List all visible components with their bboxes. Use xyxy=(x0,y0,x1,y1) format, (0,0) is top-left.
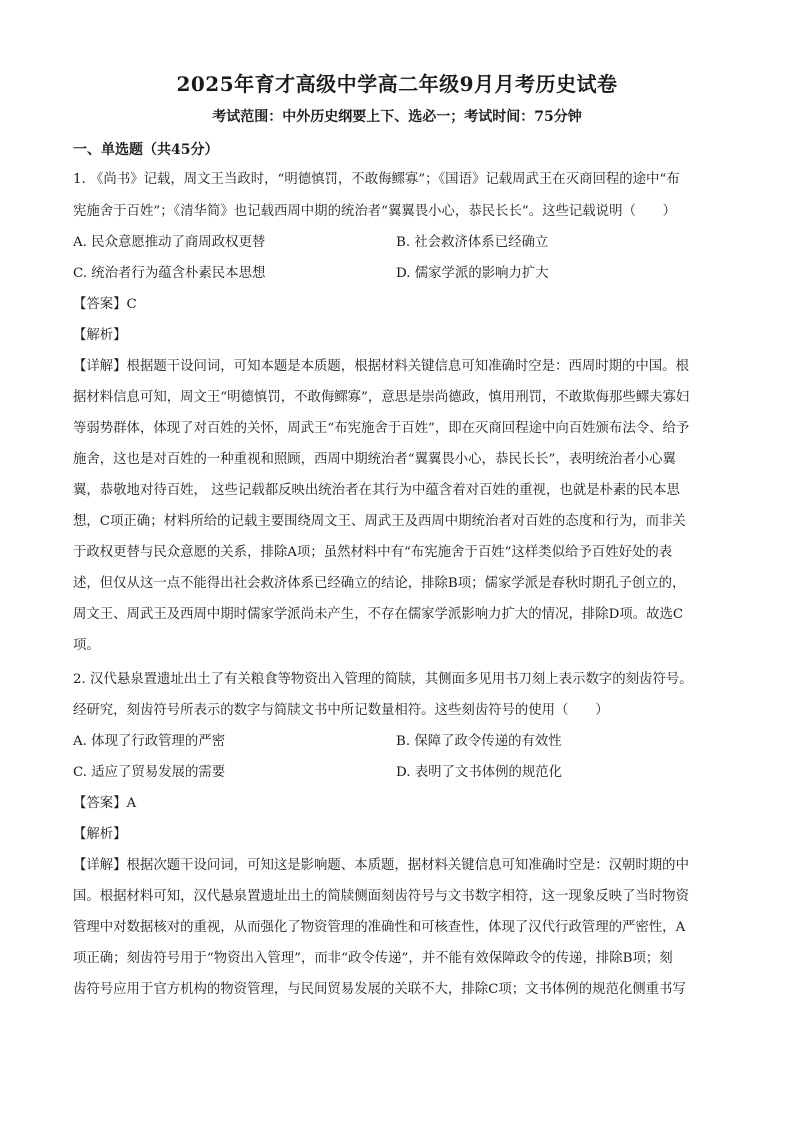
q1-detail-line: 周文王、周武王及西周中期时儒家学派尚未产生，不存在儒家学派影响力扩大的情况，排除D项。故选C xyxy=(73,607,684,622)
q2-answer: 【答案】A xyxy=(73,796,137,811)
q1-option-b: B. 社会救济体系已经确立 xyxy=(396,235,549,250)
q1-detail-line: 于政权更替与民众意愿的关系，排除A项；虽然材料中有“布宪施舍于百姓”这样类似给予百姓好处的表 xyxy=(73,545,673,560)
q1-option-c: C. 统治者行为蕴含朴素民本思想 xyxy=(73,266,266,281)
q2-detail-line: 齿符号应用于官方机构的物资管理，与民间贸易发展的关联不大，排除C项；文书体例的规范化侧重书写 xyxy=(73,982,686,997)
q2-option-d: D. 表明了文书体例的规范化 xyxy=(396,765,563,780)
q1-detail-line: 【详解】根据题干设问词，可知本题是本质题，根据材料关键信息可知准确时空是：西周时期的中国。根 xyxy=(73,359,689,374)
q1-option-d: D. 儒家学派的影响力扩大 xyxy=(396,266,549,281)
q1-detail-line: 想，C项正确；材料所给的记载主要围绕周文王、周武王及西周中期统治者对百姓的态度和行为，而非关 xyxy=(73,514,686,529)
q1-detail-line: 据材料信息可知，周文王“明德慎罚，不敢侮鳏寡”，意思是崇尚德政，慎用刑罚，不敢欺侮那些鳏夫寡妇 xyxy=(73,390,690,405)
q2-stem-line: 2. 汉代悬泉置遗址出土了有关粮食等物资出入管理的简牍，其侧面多见用书刀刻上表示数字的刻齿符号。 xyxy=(73,672,693,687)
section-heading: 一、单选题（共45分） xyxy=(73,142,219,158)
q1-detail-line: 项。 xyxy=(73,638,100,653)
q1-stem-line: 宪施舍于百姓”；《清华简》也记载西周中期的统治者“翼翼畏小心，恭民长长”。这些记载说明（ ） xyxy=(73,204,677,219)
q1-detail-line: 施舍，这也是对百姓的一种重视和照顾，西周中期统治者“翼翼畏小心，恭民长长”，表明统治者小心翼 xyxy=(73,452,676,467)
q2-option-b: B. 保障了政令传递的有效性 xyxy=(396,734,562,749)
exam-info: 考试范围：中外历史纲要上下、选必一；考试时间：75分钟 xyxy=(212,109,582,125)
q1-stem-line: 1. 《尚书》记载，周文王当政时，“明德慎罚，不敢侮鳏寡”；《国语》记载周武王在灭商回程的途中“布 xyxy=(73,172,680,187)
q1-analysis-label: 【解析】 xyxy=(73,328,127,343)
q1-detail-line: 等弱势群体，体现了对百姓的关怀，周武王“布宪施舍于百姓”，即在灭商回程途中向百姓颁布法令、给予 xyxy=(73,421,690,436)
q1-detail-line: 翼，恭敬地对待百姓， 这些记载都反映出统治者在其行为中蕴含着对百姓的重视，也就是朴素的民本思 xyxy=(73,483,680,498)
q2-detail-line: 项正确；刻齿符号用于“物资出入管理”，而非“政令传递”，并不能有效保障政令的传递，排除B项；刻 xyxy=(73,951,673,966)
q2-analysis-label: 【解析】 xyxy=(73,827,127,842)
q2-stem-line: 经研究，刻齿符号所表示的数字与简牍文书中所记数量相符。这些刻齿符号的使用（ ） xyxy=(73,703,609,718)
q2-option-c: C. 适应了贸易发展的需要 xyxy=(73,765,226,780)
q1-detail-line: 述，但仅从这一点不能得出社会救济体系已经确立的结论，排除B项；儒家学派是春秋时期孔子创立的， xyxy=(73,576,686,591)
q1-option-a: A. 民众意愿推动了商周政权更替 xyxy=(73,235,266,250)
page-title: 2025年育才高级中学高二年级9月月考历史试卷 xyxy=(176,72,618,96)
q2-detail-line: 国。根据材料可知，汉代悬泉置遗址出土的简牍侧面刻齿符号与文书数字相符，这一现象反映了当时物资 xyxy=(73,889,689,904)
q2-option-a: A. 体现了行政管理的严密 xyxy=(73,734,226,749)
q2-detail-line: 【详解】根据次题干设问词，可知这是影响题、本质题，据材料关键信息可知准确时空是：汉朝时期的中 xyxy=(73,858,689,873)
q2-detail-line: 管理中对数据核对的重视，从而强化了物资管理的准确性和可核查性，体现了汉代行政管理的严密性，A xyxy=(73,920,686,935)
q1-answer: 【答案】C xyxy=(73,297,137,312)
